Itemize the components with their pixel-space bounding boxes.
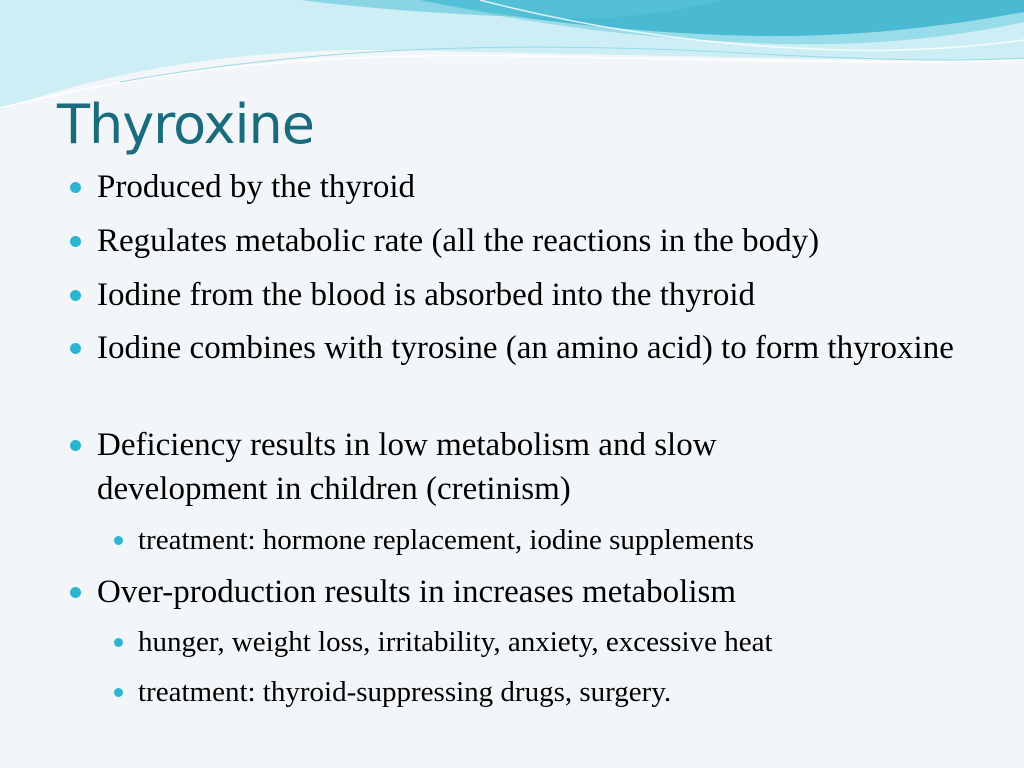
bullet-item: [97, 570, 997, 614]
sub-bullet-item: [138, 672, 998, 712]
bullet-text: Produced by the thyroid: [97, 169, 416, 205]
bullet-text: Iodine from the blood is absorbed into the thyroid: [97, 277, 756, 313]
sub-bullet-item: [138, 520, 998, 560]
slide-title: Thyroxine: [57, 93, 314, 156]
bullet-item: [97, 326, 977, 370]
sub-bullet-icon: [114, 688, 123, 697]
bullet-text: Over-production results in increases metabolism: [97, 574, 737, 610]
bullet-text: Deficiency results in low metabolism and slow development in children (cretinism): [97, 427, 717, 507]
sub-bullet-item: [138, 622, 998, 662]
bullet-icon: [70, 182, 81, 193]
bullet-item: [97, 273, 997, 317]
bullet-item: [97, 423, 857, 511]
sub-bullet-text: hunger, weight loss, irritability, anxiety, excessive heat: [138, 626, 773, 658]
sub-bullet-text: treatment: hormone replacement, iodine supplements: [138, 524, 755, 556]
sub-bullet-icon: [114, 536, 123, 545]
bullet-item: [97, 165, 997, 209]
sub-bullet-icon: [114, 638, 123, 647]
bullet-text: Iodine combines with tyrosine (an amino acid) to form thyroxine: [97, 330, 954, 366]
sub-bullet-text: treatment: thyroid-suppressing drugs, surgery.: [138, 676, 672, 708]
bullet-icon: [70, 587, 81, 598]
bullet-icon: [70, 343, 81, 354]
bullet-icon: [70, 290, 81, 301]
bullet-text: Regulates metabolic rate (all the reactions in the body): [97, 223, 820, 259]
bullet-icon: [70, 236, 81, 247]
bullet-item: [97, 219, 997, 263]
bullet-icon: [70, 440, 81, 451]
